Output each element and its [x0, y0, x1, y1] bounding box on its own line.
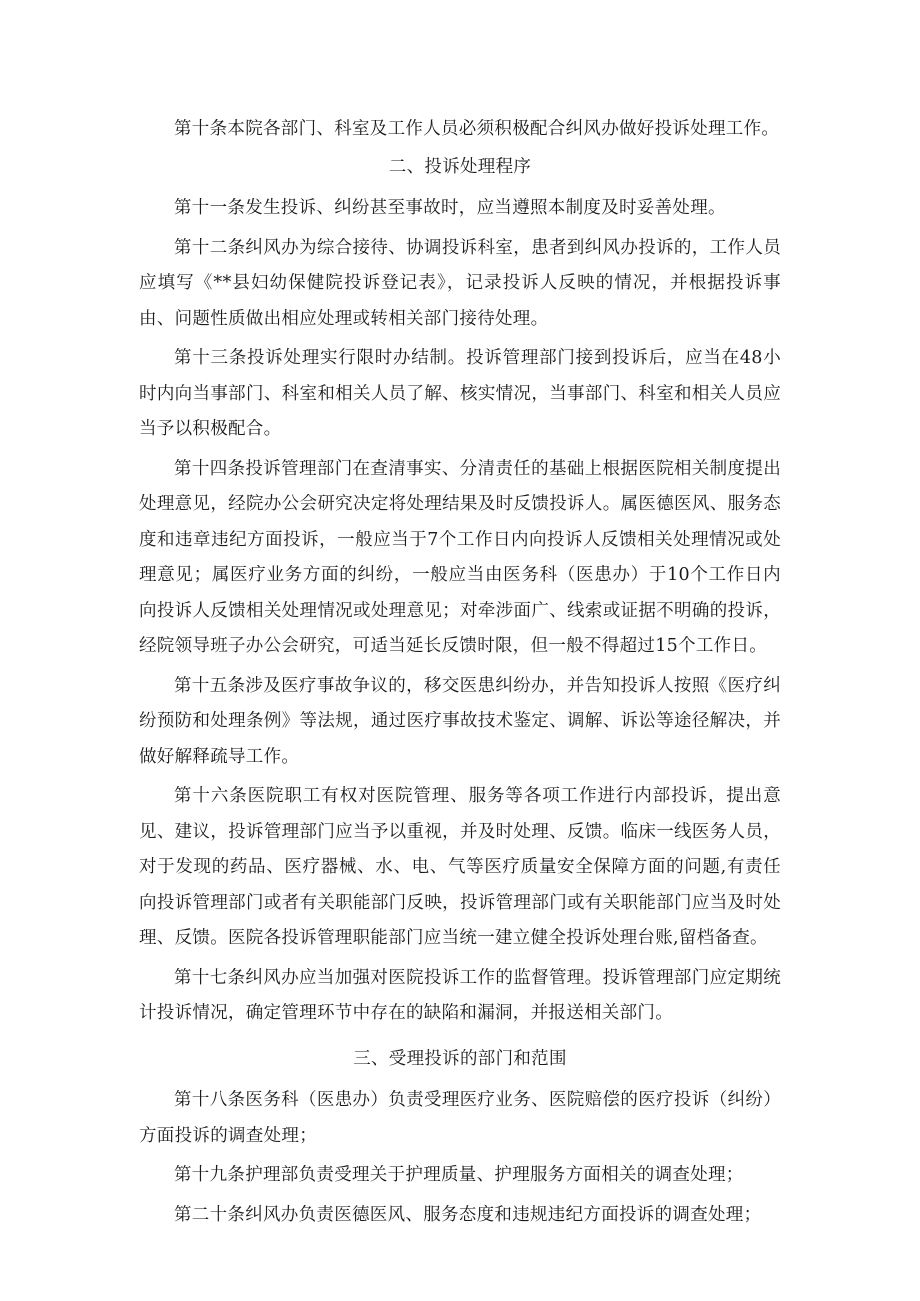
article-10: 第十条本院各部门、科室及工作人员必须积极配合纠风办做好投诉处理工作。: [174, 119, 780, 139]
section-heading-2: 二、投诉处理程序: [388, 156, 532, 177]
document-body: [139, 112, 781, 1233]
article-20: 第二十条纠风办负责医德医风、服务态度和违规违纪方面投诉的调查处理；: [174, 1204, 762, 1225]
article-12: 第十二条纠风办为综合接待、协调投诉科室，患者到纠风办投诉的，工作人员应填写《**县妇幼保健院投诉登记表》，记录投诉人反映的情况，并根据投诉事由、问题性质做出相应处理或转相关部门接待处理。: [139, 237, 781, 329]
article-13: 第十三条投诉处理实行限时办结制。投诉管理部门接到投诉后，应当在48小时内向当事部门、科室和相关人员了解、核实情况，当事部门、科室和相关人员应当予以积极配合。: [139, 348, 781, 439]
article-11: 第十一条发生投诉、纠纷甚至事故时，应当遵照本制度及时妥善处理。: [174, 198, 726, 218]
article-15: 第十五条涉及医疗事故争议的，移交医患纠纷办，并告知投诉人按照《医疗纠纷预防和处理条例》等法规，通过医疗事故技术鉴定、调解、诉讼等途径解决，并做好解释疏导工作。: [139, 675, 781, 767]
article-14: 第十四条投诉管理部门在查清事实、分清责任的基础上根据医院相关制度提出处理意见，经院办公会研究决定将处理结果及时反馈投诉人。属医德医风、服务态度和违章违纪方面投诉，一般应当于7个工作日内向投诉人反馈相关处理情况或处理意见；属医疗业务方面的纠纷，一般应当由医务科（医患办）于10个工作日内向投诉人反馈相关处理情况或处理意见；对牵涉面广、线索或证据不明确的投诉，经院领导班子办公会研究，可适当延长反馈时限，但一般不得超过15个工作日。: [139, 458, 781, 656]
section-heading-3: 三、受理投诉的部门和范围: [353, 1048, 567, 1069]
article-17: 第十七条纠风办应当加强对医院投诉工作的监督管理。投诉管理部门应定期统计投诉情况，确定管理环节中存在的缺陷和漏洞，并报送相关部门。: [139, 967, 781, 1023]
article-16: 第十六条医院职工有权对医院管理、服务等各项工作进行内部投诉，提出意见、建议，投诉管理部门应当予以重视，并及时处理、反馈。临床一线医务人员，对于发现的药品、医疗器械、水、电、气等医疗质量安全保障方面的问题,有责任向投诉管理部门或者有关职能部门反映，投诉管理部门或有关职能部门应当及时处理、反馈。医院各投诉管理职能部门应当统一建立健全投诉处理台账,留档备查。: [139, 786, 781, 948]
article-18: 第十八条医务科（医患办）负责受理医疗业务、医院赔偿的医疗投诉（纠纷）方面投诉的调查处理；: [139, 1090, 781, 1146]
article-19: 第十九条护理部负责受理关于护理质量、护理服务方面相关的调查处理；: [174, 1165, 744, 1185]
